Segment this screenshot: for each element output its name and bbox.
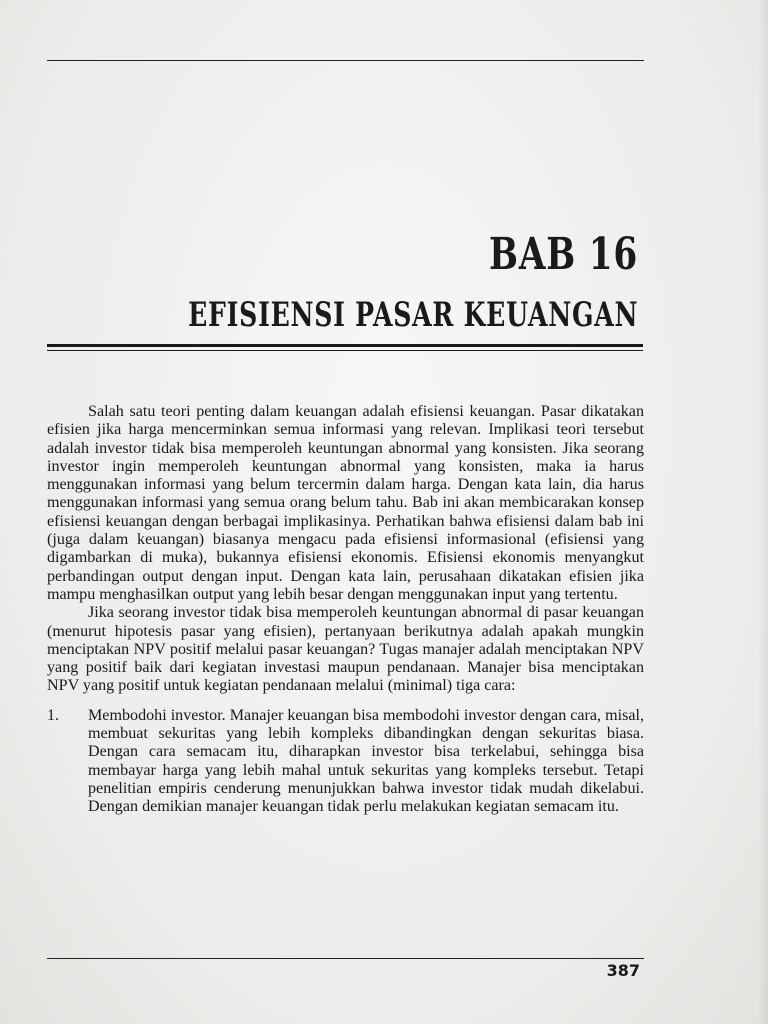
page-number: 387 bbox=[606, 961, 640, 980]
paragraph: Jika seorang investor tidak bisa memperoleh keuntungan abnormal di pasar keuangan (menurut hipotesis pasar yang efisien), pertanyaan berikutnya adalah apakah mungkin menciptakan NPV positif melalui pasar keuangan? Tugas manajer adalah menciptakan NPV yang positif baik dari kegiatan investasi maupun pendanaan. Manajer bisa menciptakan NPV yang positif untuk kegiatan pendanaan melalui (minimal) tiga cara: bbox=[47, 604, 644, 695]
header-rule bbox=[47, 60, 644, 61]
list-item-number: 1. bbox=[47, 706, 60, 724]
paragraph: Salah satu teori penting dalam keuangan adalah efisiensi keuangan. Pasar dikatakan efisien jika harga mencerminkan semua informasi yang relevan. Implikasi teori tersebut adalah investor tidak bisa memperoleh keuntungan abnormal yang konsisten. Jika seorang investor ingin memperoleh keuntungan abnormal yang konsisten, maka ia harus menggunakan informasi yang belum tercermin dalam harga. Dengan kata lain, dia harus menggunakan informasi yang semua orang belum tahu. Bab ini akan membicarakan konsep efisiensi keuangan dengan berbagai implikasinya. Perhatikan bahwa efisiensi dalam bab ini (juga dalam keuangan) biasanya mengacu pada efisiensi informasional (efisiensi yang digambarkan di muka), bukannya efisiensi ekonomis. Efisiensi ekonomis menyangkut perbandingan output dengan input. Dengan kata lain, perusahaan dikatakan efisien jika mampu menghasilkan output yang lebih besar dengan menggunakan input yang tertentu. bbox=[47, 403, 644, 603]
footer-rule bbox=[47, 958, 644, 959]
page-edge-shadow bbox=[758, 0, 768, 1024]
chapter-number: BAB 16 bbox=[488, 229, 638, 280]
title-rule-thin bbox=[47, 350, 643, 351]
chapter-title: EFISIENSI PASAR KEUANGAN bbox=[187, 295, 638, 335]
list-item bbox=[47, 707, 644, 817]
title-rule-thick bbox=[47, 344, 643, 347]
body-text bbox=[47, 403, 644, 817]
list-item-text: Membodohi investor. Manajer keuangan bisa membodohi investor dengan cara, misal, membuat sekuritas yang lebih kompleks dibandingkan dengan sekuritas biasa. Dengan cara semacam itu, diharapkan investor bisa terkelabui, sehingga bisa membayar harga yang lebih mahal untuk sekuritas yang kompleks tersebut. Tetapi penelitian empiris cenderung menunjukkan bahwa investor tidak mudah dikelabui. Dengan demikian manajer keuangan tidak perlu melakukan kegiatan semacam itu. bbox=[88, 706, 644, 816]
